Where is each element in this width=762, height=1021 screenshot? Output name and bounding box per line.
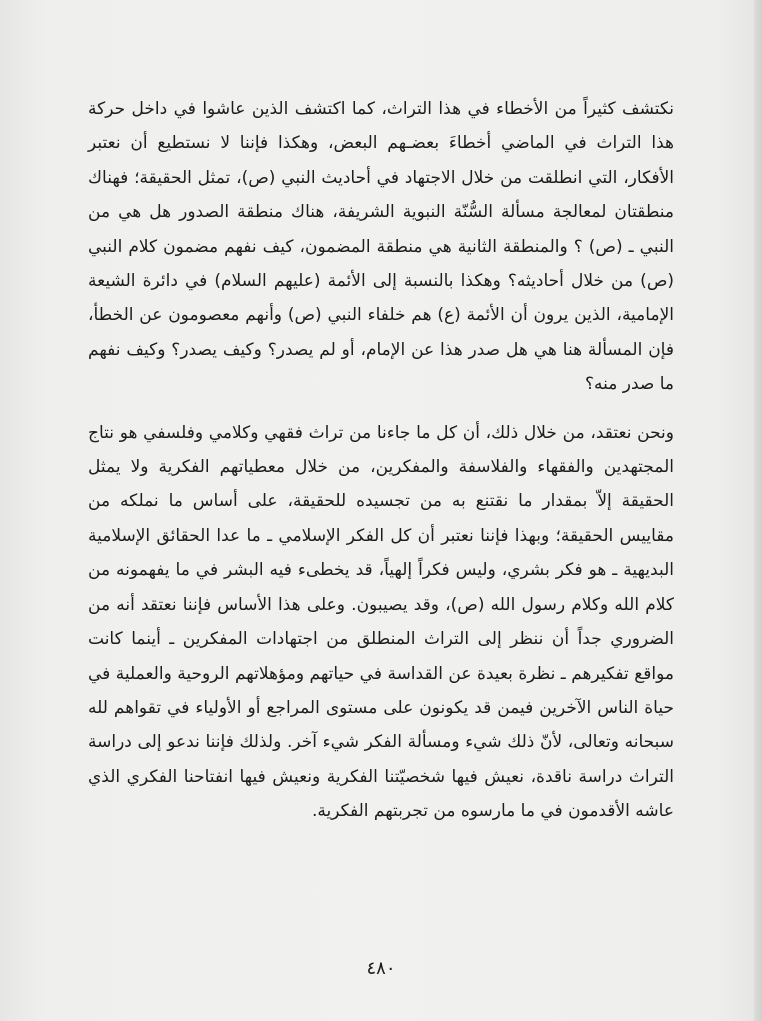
page-number: ٤٨٠ xyxy=(366,958,396,979)
paragraph-2: ونحن نعتقد، من خلال ذلك، أن كل ما جاءنا من تراث فقهي وكلامي وفلسفي هو نتاج المجتهدين والفقهاء والفلاسفة والمفكرين، من خلال معطياتهم الفكرية ولا يمثل الحقيقة إلاّ بمقدار ما نقتنع به من تجسيده للحقيقة، على أساس ما نملكه من مقاييس الحقيقة؛ وبهذا فإننا نعتبر أن كل الفكر الإسلامي ـ ما عدا الحقائق الإسلامية البديهية ـ هو فكر بشري، وليس فكراً إلهياً، قد يخطىء فيه البشر في ما يفهمونه من كلام الله وكلام رسول الله (ص)، وقد يصيبون. وعلى هذا الأساس فإننا نعتقد أنه من الضروري جداً أن ننظر إلى التراث المنطلق من اجتهادات المفكرين ـ أينما كانت مواقع تفكيرهم ـ نظرة بعيدة عن القداسة في حياتهم ومؤهلاتهم الروحية والعملية في حياة الناس الآخرين فيمن قد يكونون على مستوى المراجع أو الأولياء في تقواهم لله سبحانه وتعالى، لأنّ ذلك شيء ومسألة الفكر شيء آخر. ولذلك فإننا ندعو إلى دراسة التراث دراسة ناقدة، نعيش فيها شخصيّتنا الفكرية ونعيش فيها انفتاحنا الفكري الذي عاشه الأقدمون في ما مارسوه من تجربتهم الفكرية. xyxy=(88,422,674,822)
page-edge-shadow xyxy=(754,0,762,1021)
body-text xyxy=(88,92,674,829)
paragraph-1: نكتشف كثيراً من الأخطاء في هذا التراث، كما اكتشف الذين عاشوا في داخل حركة هذا التراث في الماضي أخطاءَ بعضـهم البعض، وهكذا فإننا لا نستطيع أن نعتبر الأفكار، التي انطلقت من خلال الاجتهاد في أحاديث النبي (ص)، تمثل الحقيقة؛ فهناك منطقتان لمعالجة مسألة السُّنّة النبوية الشريفة، هناك منطقة الصدور هل هي من النبي ـ (ص) ؟ والمنطقة الثانية هي منطقة المضمون، كيف نفهم مضمون كلام النبي (ص) من خلال أحاديثه؟ وهكذا بالنسبة إلى الأئمة (عليهم السلام) في دائرة الشيعة الإمامية، الذين يرون أن الأئمة (ع) هم خلفاء النبي (ص) وأنهم معصومون عن الخطأ، فإن المسألة هنا هي هل صدر هذا عن الإمام، أو لم يصدر؟ وكيف يصدر؟ وكيف نفهم ما صدر منه؟ xyxy=(88,99,674,395)
paragraph-gap xyxy=(88,402,674,416)
